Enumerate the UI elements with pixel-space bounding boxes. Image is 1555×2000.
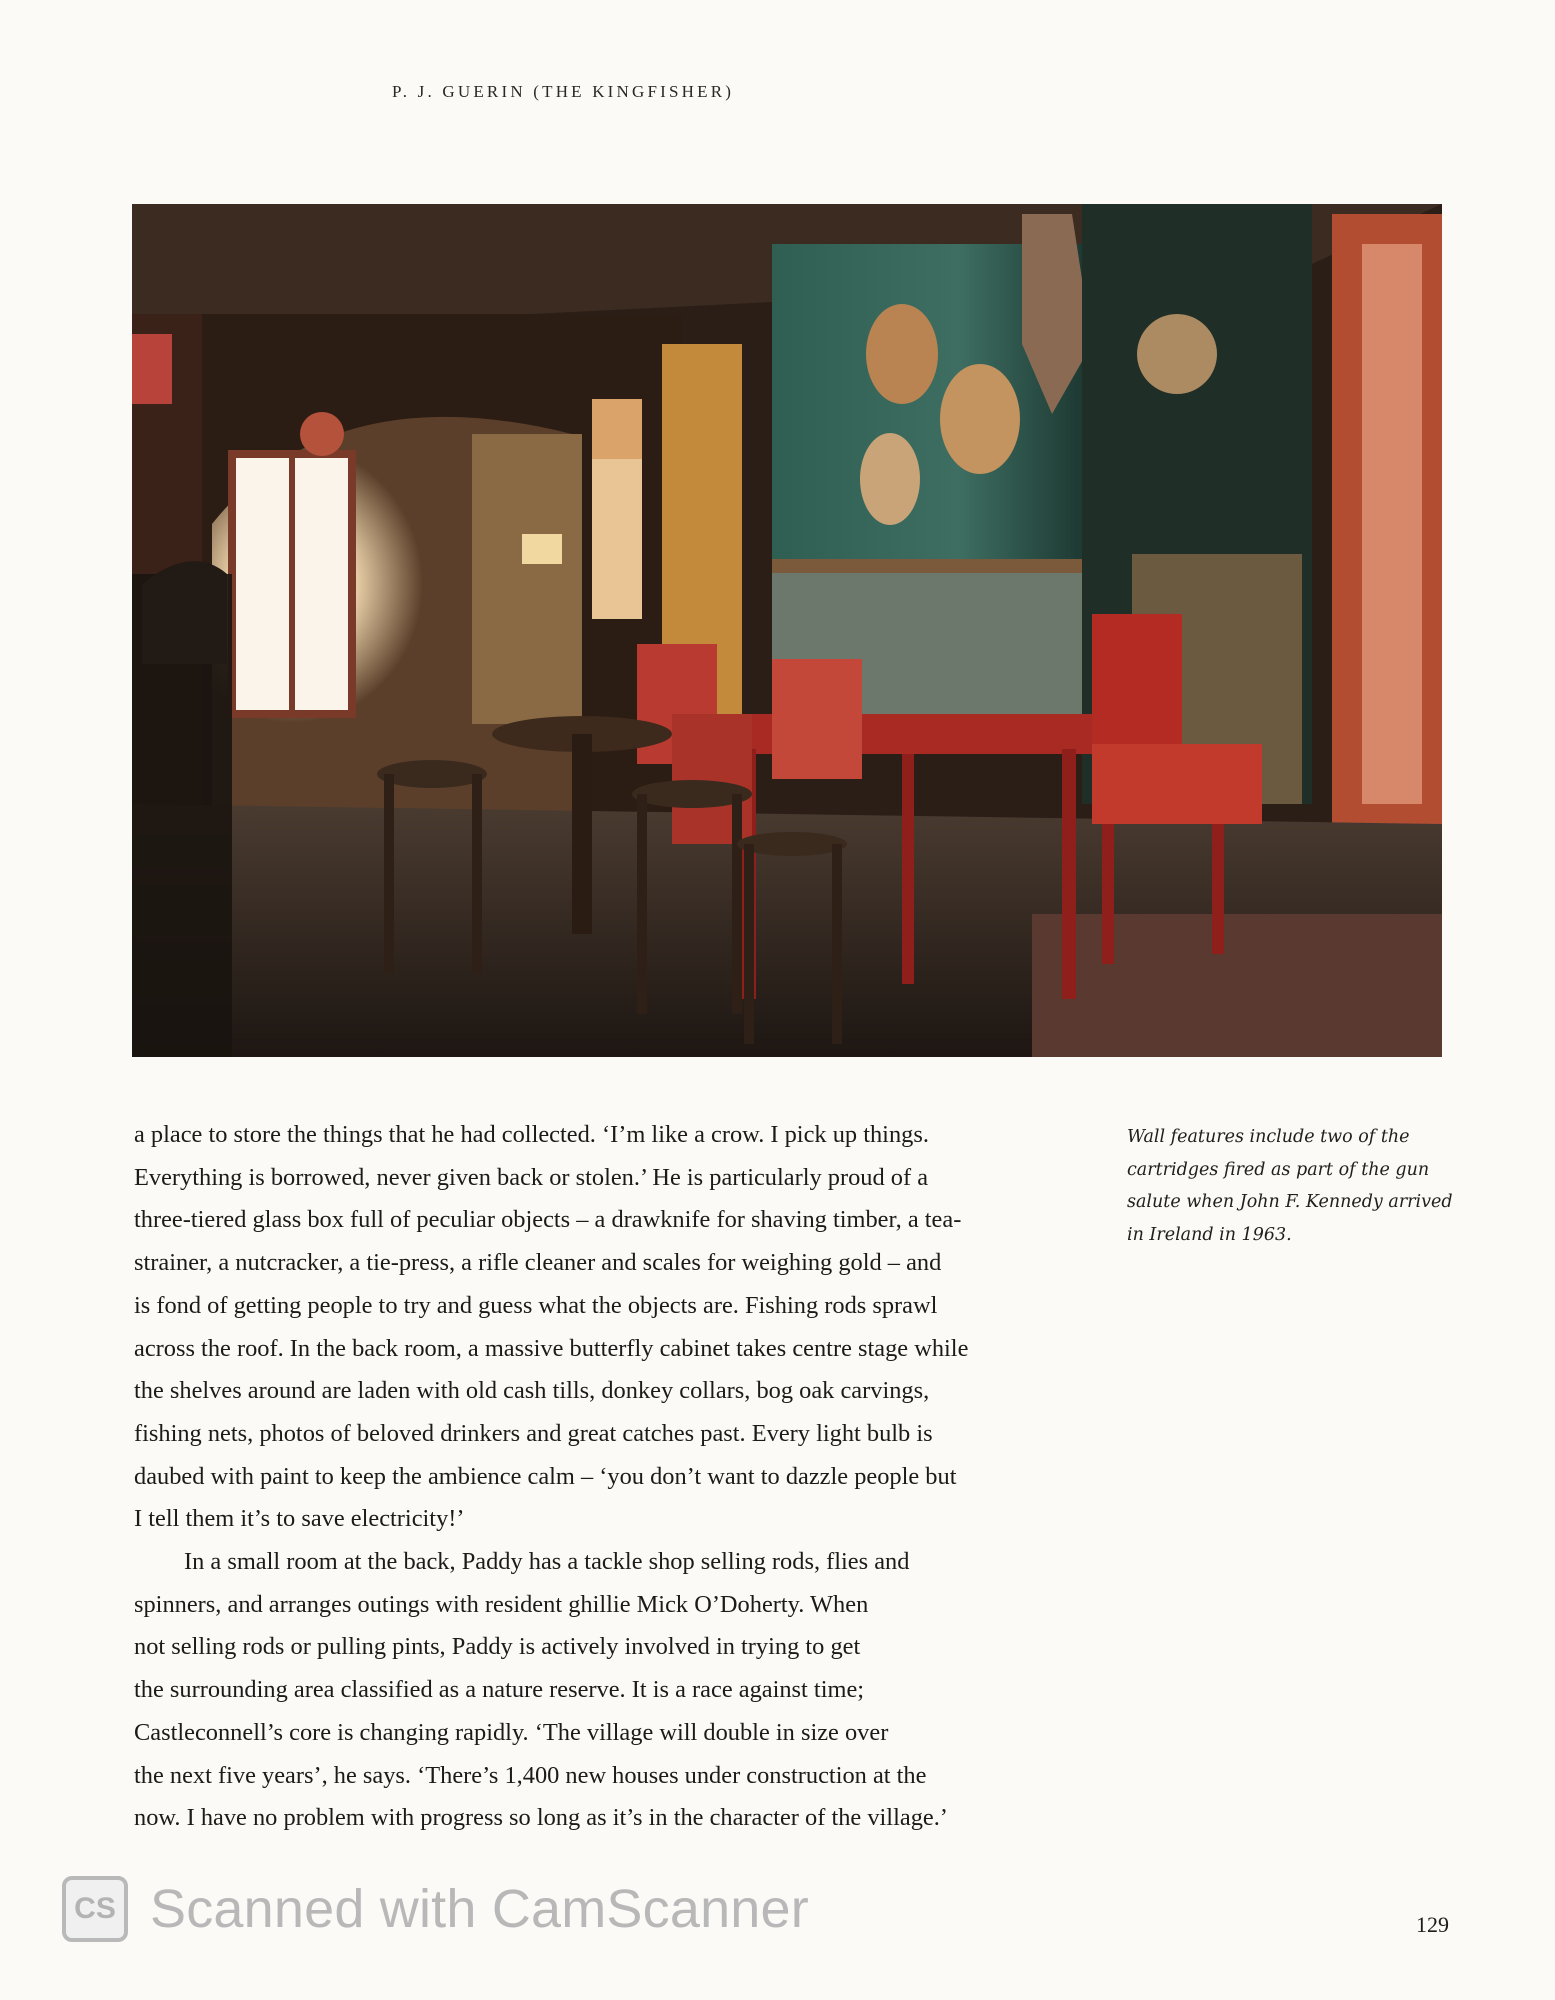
caption-line: cartridges fired as part of the gun — [1127, 1159, 1430, 1180]
body-line: I tell them it’s to save electricity!’ — [134, 1505, 465, 1533]
body-line: strainer, a nutcracker, a tie-press, a rifle cleaner and scales for weighing gold – and — [134, 1249, 942, 1277]
photo-caption — [1127, 1121, 1457, 1251]
body-line: now. I have no problem with progress so long as it’s in the character of the village.’ — [134, 1804, 948, 1832]
caption-line: salute when John F. Kennedy arrived — [1127, 1192, 1453, 1213]
body-line: three-tiered glass box full of peculiar objects – a drawknife for shaving timber, a tea- — [134, 1206, 962, 1234]
page-number: 129 — [1416, 1912, 1449, 1937]
watermark-text: Scanned with CamScanner — [150, 1879, 809, 1939]
body-line: a place to store the things that he had collected. ‘I’m like a crow. I pick up things. — [134, 1121, 929, 1148]
body-text — [134, 1114, 1094, 1840]
body-line: not selling rods or pulling pints, Paddy is actively involved in trying to get — [134, 1633, 861, 1661]
body-line: In a small room at the back, Paddy has a tackle shop selling rods, flies and — [184, 1548, 910, 1576]
body-line: Everything is borrowed, never given back or stolen.’ He is particularly proud of a — [134, 1163, 929, 1191]
camscanner-logo-icon: CS — [62, 1876, 128, 1942]
body-line: the next five years’, he says. ‘There’s 1,400 new houses under construction at the — [134, 1761, 927, 1789]
body-line: the surrounding area classified as a nature reserve. It is a race against time; — [134, 1676, 865, 1704]
body-line: Castleconnell’s core is changing rapidly. ‘The village will double in size over — [134, 1718, 889, 1746]
body-line: spinners, and arranges outings with resident ghillie Mick O’Doherty. When — [134, 1590, 869, 1618]
caption-line: in Ireland in 1963. — [1127, 1224, 1292, 1245]
body-line: daubed with paint to keep the ambience calm – ‘you don’t want to dazzle people but — [134, 1462, 957, 1490]
camscanner-watermark — [62, 1876, 809, 1942]
pub-interior-photo — [132, 204, 1442, 1057]
caption-line: Wall features include two of the — [1127, 1127, 1410, 1147]
body-line: the shelves around are laden with old cash tills, donkey collars, bog oak carvings, — [134, 1377, 930, 1405]
body-line: is fond of getting people to try and guess what the objects are. Fishing rods sprawl — [134, 1291, 938, 1319]
body-line: fishing nets, photos of beloved drinkers and great catches past. Every light bulb is — [134, 1419, 933, 1447]
running-head: P. J. GUERIN (THE KINGFISHER) — [392, 82, 735, 101]
body-line: across the roof. In the back room, a massive butterfly cabinet takes centre stage while — [134, 1334, 969, 1362]
